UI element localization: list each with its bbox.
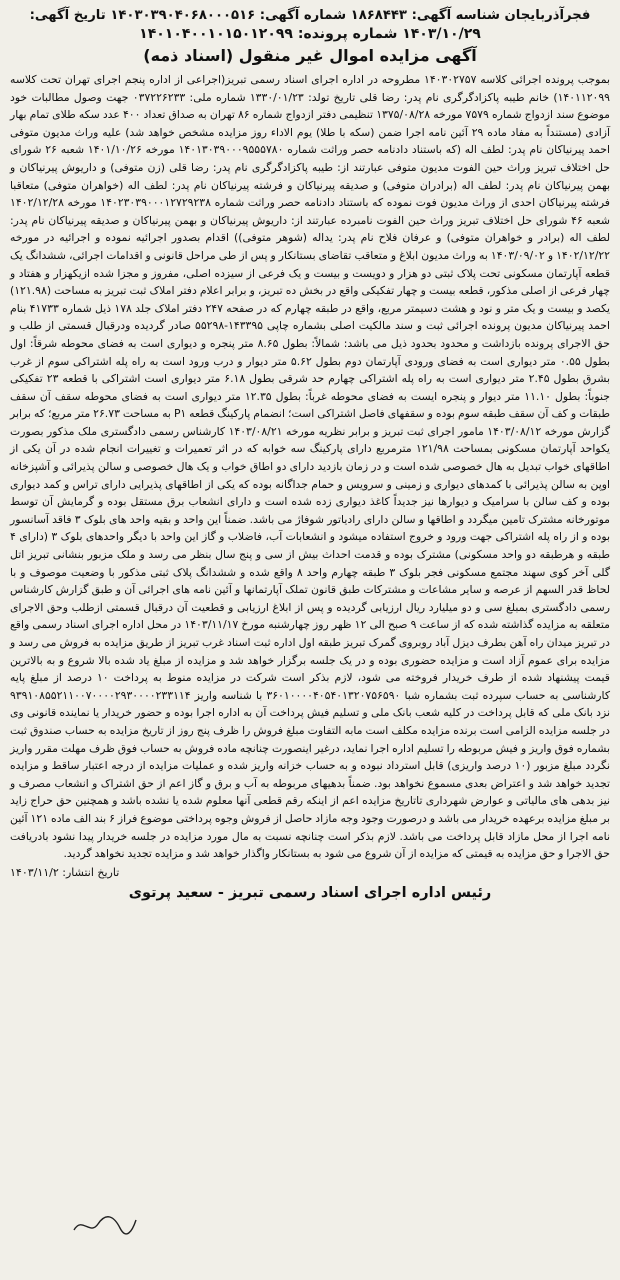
publish-date	[10, 865, 119, 881]
publish-date-value: ۱۴۰۳/۱۱/۲	[10, 865, 59, 879]
publish-date-label: تاریخ انتشار:	[62, 865, 120, 879]
notice-title: آگهی مزایده اموال غیر منقول (اسناد ذمه)	[143, 46, 477, 65]
notice-header	[10, 6, 610, 44]
handwritten-signature-icon	[70, 1212, 140, 1238]
header-line-2: ۱۴۰۳/۱۰/۲۹ شماره پرونده: ۱۴۰۱۰۴۰۰۱۰۱۵۰۱۲۰۹۹	[139, 26, 481, 42]
publish-line	[10, 865, 610, 881]
header-line-1: فجرآذربایجان شناسه آگهی: ۱۸۶۸۴۴۳ شماره آگهی: ۱۴۰۳۰۳۹۰۴۰۶۸۰۰۰۵۱۶ تاریخ آگهی:	[29, 8, 591, 23]
signature-line: رئیس اداره اجرای اسناد رسمی تبریز - سعید پرتوی	[128, 884, 492, 901]
notice-body: بموجب پرونده اجرائی کلاسه ۱۴۰۳۰۲۷۵۷ مطروحه در اداره اجرای اسناد رسمی تبریز(اجراعی از اداره پنجم اجرای تهران تحت کلاسه ۱۴۰۱۱۲۰۹۹) خانم طیبه پاکزادگرگری نام پدر: رضا قلی تاریخ تولد: ۱۳۳۰/۰۱/۲۳ شماره ملی: ۰۳۷۲۲۶۲۳۳ جهت وصول مطالبات خود موضوع سند ازدواج شماره ۷۵۷۹ مورخه ۱۳۷۵/۰۸/۲۸ تنظیمی دفتر ازدواج شماره ۸۶ تهران به صداق تعداد ۴۰۰ عدد سکه طلای تمام بهار آزادی (مستنداً به مفاد ماده ۲۹ آئین نامه اجرا ضمن (سکه با طلا) یوم الاداء روز مزایده مشخص خواهد شد) علیه وراث مدیون متوفی احمد پیرنیاکان نام پدر: لطف اله (که باستناد دادنامه حصر وراثت شماره ۱۴۰۱۳۰۳۹۰۰۰۹۵۵۵۷۸۰ مورخه ۱۴۰۱/۱۰/۲۶ شعبه ۲۶ شورای حل اختلاف تبریز وراث حین الفوت مدیون متوفی عبارتند از: طیبه پاکزادگرگری نام پدر: رضا قلی (زن متوفی) و داریوش پیرنیاکان و بهمن پیرنیاکان نام پدر: لطف اله (برادران متوفی) و صدیقه پیرنیاکان و فرشته پیرنیاکان نام پدر: لطف اله (خواهران متوفی) متعاقبا فرشته پیرنیاکان احدی از وراث مدیون فوت نموده که باستناد دادنامه حصر وراثت شماره ۱۴۰۲۳۰۳۹۰۰۰۱۲۷۲۹۲۳۸ مورخه ۱۴۰۲/۱۲/۲۸ شعبه ۴۶ شورای حل اختلاف تبریز وراث حین الفوت نامبرده عبارتند از: داریوش پیرنیاکان و بهمن پیرنیاکان و صدیقه پیرنیاکان نام پدر: لطف اله (برادر و خواهران متوفی) و عرفان فلاح نام پدر: یداله (شوهر متوفی)) اقدام بصدور اجرائیه نموده و اجرائیه در مورخه ۱۴۰۲/۱۲/۲۲ و ۱۴۰۳/۰۹/۰۲ به وراث مدیون ابلاغ و متعاقب تقاضای بستانکار و پس از طی مراحل قانونی و اقدامات اجرائی، ششدانگ یک قطعه آپارتمان مسکونی تحت پلاک ثبتی دو هزار و دویست و بیست و یک فرعی از سیزده اصلی، مفروز و مجزا شده ازیکهزار و هفتاد و چهار فرعی از اصلی مذکور، قطعه بیست و چهار تفکیکی واقع در بخش ده تبریز، و برابر اعلام دفتر املاک ثبت تبریز به مساحت (۱۲۱.۹۸) یکصد و بیست و یک متر و نود و هشت دسیمتر مربع، واقع در طبقه چهارم که در صفحه ۲۴۷ دفتر املاک جلد ۱۷۸ ذیل شماره ۴۱۷۳۳ بنام احمد پیرنیاکان مدیون پرونده اجرائی ثبت و سند مالکیت اصلی بشماره چاپی ۱۴۳۳۹۵-۵۵۲۹۸ صادر گردیده ودرقبال قسمتی از طلب و حق الاجرای پرونده بازداشت و محدود بحدود ذیل می باشد: شمالاً: بطول ۸.۶۵ متر پنجره و دیواری است به فضای محوطه شرقاً: اول بطول ۰.۵۵ متر دیواری است به فضای ورودی آپارتمان دوم بطول ۵.۶۲ متر دیوار و درب ورود است به راه پله اشتراکی سوم از غرب بشرق بطول ۲.۴۵ متر دیواری است به راه پله اشتراکی چهارم حد شرقی بطول ۶.۱۸ متر دیواری است اشتراکی با قطعه ۲۳ تفکیکی جنوباً: بطول ۱۱.۱۰ متر دیوار و پنجره ایست به فضای محوطه غرباً: بطول ۱۲.۳۵ متر دیواری است به فضای محوطه سقف آن سقف طبقات و کف آن سقف طبقه سوم بوده و سقفهای فاصل اشتراکی است؛ انضمام پارکینگ قطعه P۱ به مساحت ۲۶.۷۳ متر مربع؛ که برابر گزارش مورخه ۱۴۰۳/۰۸/۱۲ مامور اجرای ثبت تبریز و برابر نظریه مورخه ۱۴۰۳/۰۸/۲۱ کارشناس رسمی دادگستری ملک مذکور بصورت یکواحد آپارتمان مسکونی بمساحت ۱۲۱/۹۸ مترمربع دارای پارکینگ سه خوابه که در اثر تعمیرات و تغییرات انجام شده در آن یکی از اطاقهای خواب تبدیل به هال خصوصی شده است و در زمان بازدید دارای دو اطاق خواب و یک هال خصوصی و سالن پذیرائی و آشپزخانه اوپن به سالن پذیرائی با کمدهای دیواری و زمینی و سرویس و حمام جداگانه بوده که یکی از اطاقهای پذیرایی دارای تراس و کمد دیواری بوده و کف سالن با سرامیک و دیوارها نیز جدیداً کاغذ دیواری زده شده است و دارای انشعاب برق مستقل بوده و گرمایش آن توسط موتورخانه مشترک تامین میگردد و اطاقها و سالن دارای رادیاتور شوفاژ می باشد. ضمناً این واحد و بقیه واحد های بلوک ۳ فاقد آسانسور بوده و از راه پله اشتراکی جهت ورود و خروج استفاده میشود و انشعابات آب، فاضلاب و گاز این واحد با دیگر واحدهای بلوک ۳ (دارای ۴ طبقه و هرطبقه دو واحد مسکونی) مشترک بوده و قدمت احداث بیش از سی و پنج سال بنظر می رسد و ملک مزبور بنشانی تبریز اتل گلی آخر کوی سهند مجتمع مسکونی فجر بلوک ۳ طبقه چهارم واحد ۸ واقع شده و ششدانگ پلاک ثبتی مذکور با وضعیت موصوف و با لحاظ قدر السهم از عرصه و سایر مشاعات و مشترکات طبق قانون تملک آپارتمانها و آئین نامه های اجرائی آن و طبق گزارش کارشناس رسمی دادگستری بمبلغ سی و دو میلیارد ریال ارزیابی گردیده و پس از ابلاغ ارزیابی و قطعیت آن درقبال قسمتی ازطلب وحق الاجرای متعلقه به مزایده گذاشته شده که از ساعت ۹ صبح الی ۱۲ ظهر روز چهارشنبه مورخ ۱۴۰۳/۱۱/۱۷ در محل اداره اجرای اسناد رسمی واقع در تبریز میدان راه آهن بطرف دیزل آباد روبروی گمرک تبریز طبقه اول اداره ثبت اسناد غرب تبریز از طریق مزایده به فروش می رسد و مزایده برای عموم آزاد است و مزایده حضوری بوده و در یک جلسه برگزار خواهد شد و مزایده از مبلغ یاد شده بالا شروع و به بالاترین قیمت پیشنهاد شده از طرف خریدار فروخته می شود، لازم بذکر است شرکت در مزایده منوط به پرداخت ۱۰ درصد از مبلغ پایه کارشناسی به حساب سپرده ثبت بشماره شبا ۳۶۰۱۰۰۰۰۴۰۵۴۰۱۳۲۰۷۵۶۵۹۰ با شناسه واریز ۹۳۹۱۰۸۵۵۲۱۱۰۰۷۰۰۰۰۲۹۳۰۰۰۰۲۳۳۱۱۴ نزد بانک ملی که قابل پرداخت در کلیه شعب بانک ملی و تسلیم فیش پرداخت آن به اداره اجرا بوده و حضور خریدار یا نماینده قانونی وی در جلسه مزایده الزامی است برنده مزایده مکلف است مابه التفاوت مبلغ فروش را ظرف پنج روز از تاریخ مزایده به حساب صندوق ثبت بشماره فوق واریز و فیش مربوطه را تسلیم اداره اجرا نماید، درغیر اینصورت چنانچه ماده فروش به حساب فوق ظرف مهلت مقرر واریز نگردد مبلغ مزبور (۱۰ درصد واریزی) قابل استرداد نبوده و به حساب خزانه واریز شده و عملیات مزایده از درجه اعتبار ساقط و مزایده تجدید خواهد شد و اعتراض بعدی مسموع نخواهد بود. ضمناً بدهیهای مربوطه به آب و برق و گاز اعم از حق اشتراک و انشعاب مصرف و نیز بدهی های مالیاتی و عوارض شهرداری تاتاریخ مزایده اعم از اینکه رقم قطعی آنها معلوم شده یا نشده باشد و همچنین حق حراج زاید بر مبلغ مزایده برعهده خریدار می باشد و درصورت وجود وجه مازاد حاصل از فروش وجوه پرداختی موضوع فراز ۶ بند الف ماده ۱۲۱ آئین نامه اجرا از محل مازاد قابل پرداخت می باشد. لازم بذکر است چنانچه نسبت به مال مورد مزایده در جلسه خریدار پیدا نشود بادریافت حق الاجرا و حق مزایده به قیمتی که مزایده از آن شروع می شود به بستانکار واگذار خواهد شد و مزایده تجدید نخواهد گردید.	[10, 73, 611, 861]
